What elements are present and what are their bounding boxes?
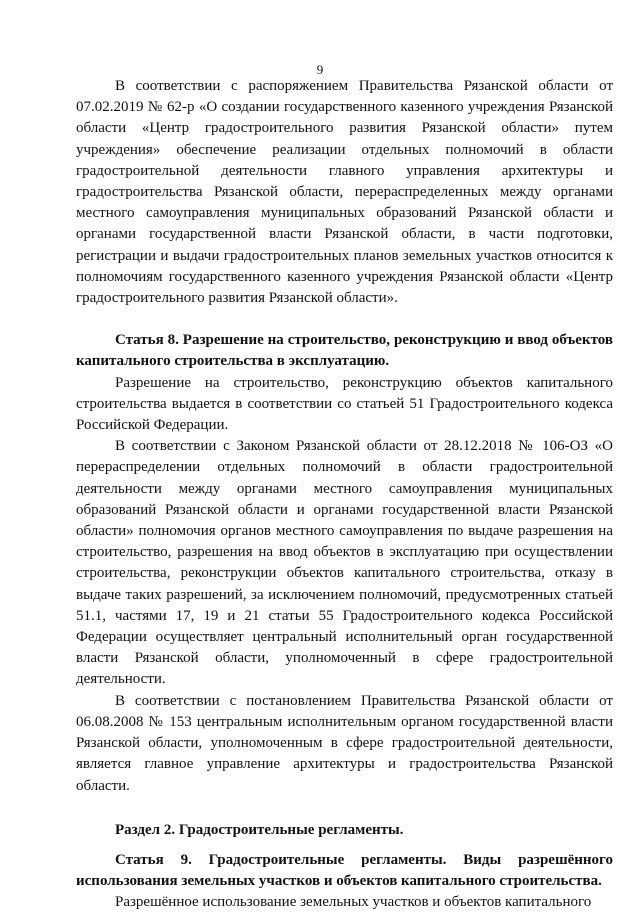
paragraph-gkU-center: В соответствии с распоряжением Правительства Рязанской области от 07.02.2019 № 62-р «О создании государственного казенного учреждения Рязанской области «Центр градостроительного развития Рязанской области» путем учреждения» обеспечение реализации отдельных полномочий в области градостроительной деятельности главного управления архитектуры и градостроительства Рязанской области, перераспределенных между органами местного самоуправления муниципальных образований Рязанской области и органами государственной власти Рязанской области, в части подготовки, регистрации и выдачи градостроительных планов земельных участков относится к полномочиям государственного казенного учреждения Рязанской области «Центр градостроительного развития Рязанской области». <box>76 78 613 307</box>
paragraph-permitted-use: Разрешённое использование земельных участков и объектов капитального <box>115 894 592 911</box>
article-8-heading: Статья 8. Разрешение на строительство, реконструкцию и ввод объектов капитального строительства в эксплуатацию. <box>76 332 613 370</box>
article-9-heading: Статья 9. Градостроительные регламенты. Виды разрешённого использования земельных участков и объектов капитального строительства. <box>76 851 613 890</box>
page-number: 9 <box>316 62 324 77</box>
document-body <box>76 76 613 914</box>
paragraph-building-permit: Разрешение на строительство, реконструкцию объектов капитального строительства выдается в соответствии со статьей 51 Градостроительного кодекса Российской Федерации. <box>76 374 613 434</box>
paragraph-government-resolution: В соответствии с постановлением Правительства Рязанской области от 06.08.2008 № 153 центральным исполнительным органом государственной власти Рязанской области, уполномоченным в сфере градостроительной деятельности, является главное управление архитектуры и градостроительства Рязанской области. <box>76 692 613 794</box>
section-2-heading: Раздел 2. Градостроительные регламенты. <box>115 821 404 838</box>
paragraph-regional-law: В соответствии с Законом Рязанской области от 28.12.2018 № 106-ОЗ «О перераспределении отдельных полномочий в области градостроительной деятельности между органами местного самоуправления муниципальных образований Рязанской области и органами государственной власти Рязанской области» полномочия органов местного самоуправления по выдаче разрешения на строительство, разрешения на ввод объектов в эксплуатацию при осуществлении строительства, реконструкции объектов капитального строительства, отказу в выдаче таких разрешений, за исключением полномочий, предусмотренных статьей 51.1, частями 17, 19 и 21 статьи 55 Градостроительного кодекса Российской Федерации осуществляет центральный исполнительный орган государственной власти Рязанской области, уполномоченный в сфере градостроительной деятельности. <box>76 438 613 688</box>
